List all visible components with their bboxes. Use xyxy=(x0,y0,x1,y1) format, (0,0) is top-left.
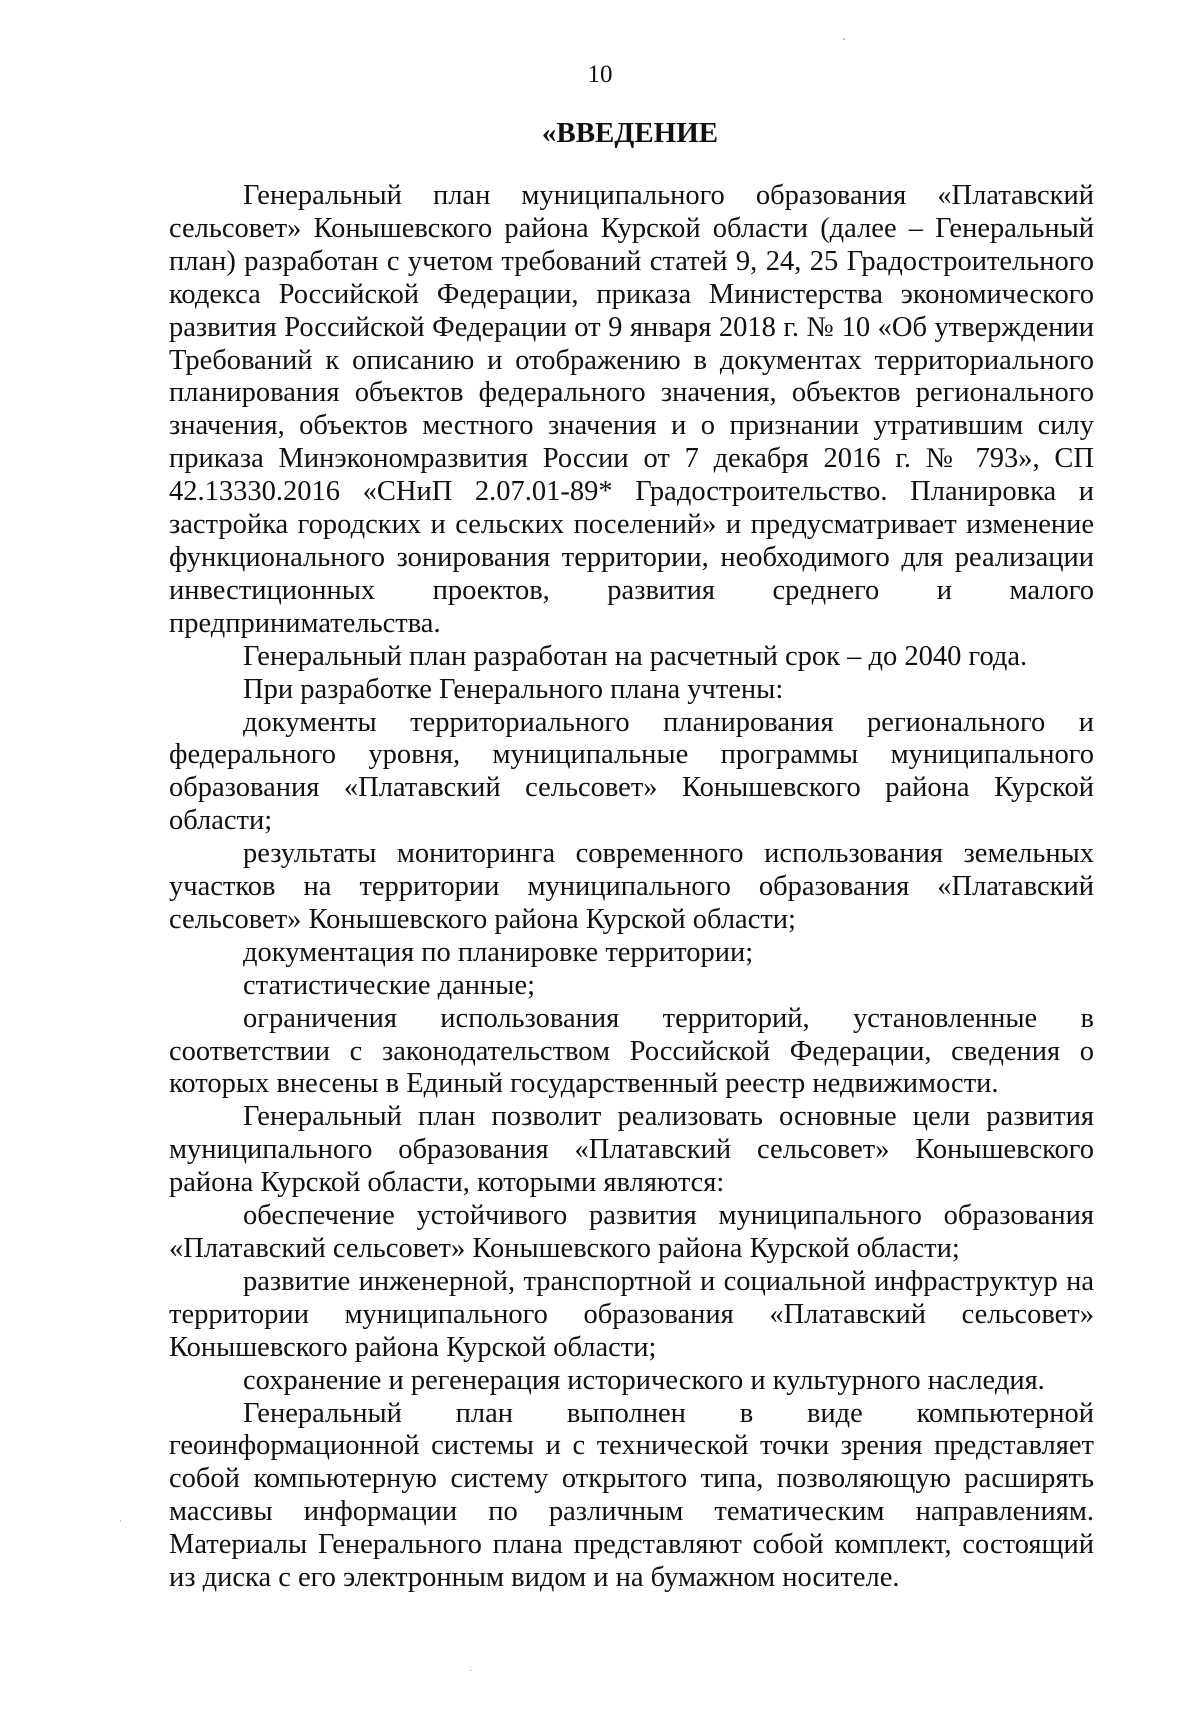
paragraph-considered-intro: При разработке Генерального плана учтены: xyxy=(243,673,784,705)
list-item-planning-documentation: документация по планировке территории; xyxy=(243,936,754,968)
section-title: «ВВЕДЕНИЕ xyxy=(541,117,719,149)
document-body xyxy=(169,180,1094,1595)
list-item-statistics: статистические данные; xyxy=(243,969,536,1001)
list-item-infrastructure-development: развитие инженерной, транспортной и социальной инфраструктур на территории муниципального образования «Платавский сельсовет» Конышевского района Курской области; xyxy=(169,1265,1094,1363)
paragraph-general-plan-basis: Генеральный план муниципального образования «Платавский сельсовет» Конышевского района Курской области (далее – Генеральный план) разработан с учетом требований статей 9, 24, 25 Градостроительного кодекса Российской Федерации, приказа Министерства экономического развития Российской Федерации от 9 января 2018 г. № 10 «Об утверждении Требований к описанию и отображению в документах территориального планирования объектов федерального значения, объектов регионального значения, объектов местного значения и о признании утратившим силу приказа Минэкономразвития России от 7 декабря 2016 г. № 793», СП 42.13330.2016 «СНиП 2.07.01-89* Градостроительство. Планировка и застройка городских и сельских поселений» и предусматривает изменение функционального зонирования территории, необходимого для реализации инвестиционных проектов, развития среднего и малого предпринимательства. xyxy=(169,180,1094,639)
list-item-planning-documents: документы территориального планирования регионального и федерального уровня, муниципальные программы муниципального образования «Платавский сельсовет» Конышевского района Курской области; xyxy=(169,706,1094,837)
paragraph-development-goals-intro: Генеральный план позволит реализовать основные цели развития муниципального образования «Платавский сельсовет» Конышевского района Курской области, которыми являются: xyxy=(169,1101,1094,1199)
paragraph-gis-description: Генеральный план выполнен в виде компьютерной геоинформационной системы и с технической точки зрения представляет собой компьютерную систему открытого типа, позволяющую расширять массивы информации по различным тематическим направлениям. Материалы Генерального плана представляют собой комплект, состоящий из диска с его электронным видом и на бумажном носителе. xyxy=(169,1397,1094,1594)
list-item-sustainable-development: обеспечение устойчивого развития муниципального образования «Платавский сельсовет» Конышевского района Курской области; xyxy=(169,1200,1094,1264)
scan-dust-mark xyxy=(843,38,845,40)
list-item-territory-restrictions: ограничения использования территорий, установленные в соответствии с законодательством Российской Федерации, сведения о которых внесены в Единый государственный реестр недвижимости. xyxy=(169,1002,1094,1100)
list-item-heritage-preservation: сохранение и регенерация исторического и культурного наследия. xyxy=(243,1364,1045,1396)
page-number: 10 xyxy=(587,61,613,88)
scan-dust-mark xyxy=(470,1670,472,1671)
scan-dust-mark xyxy=(120,1520,121,1522)
list-item-monitoring-results: результаты мониторинга современного использования земельных участков на территории муниципального образования «Платавский сельсовет» Конышевского района Курской области; xyxy=(169,838,1094,935)
paragraph-plan-term: Генеральный план разработан на расчетный срок – до 2040 года. xyxy=(243,640,1028,672)
